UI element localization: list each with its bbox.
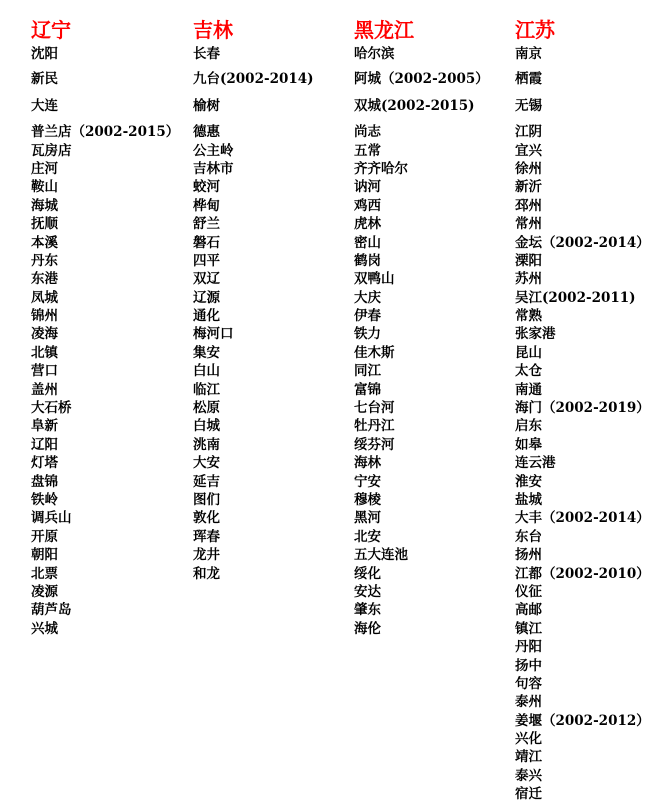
city-item: 北镇 bbox=[31, 344, 58, 361]
city-item: 张家港 bbox=[515, 326, 556, 343]
city-item: 丹阳 bbox=[515, 639, 542, 656]
city-item: 海林 bbox=[354, 455, 381, 472]
city-item: 五常 bbox=[354, 142, 381, 159]
city-item: 虎林 bbox=[354, 216, 381, 233]
city-item: 葫芦岛 bbox=[31, 602, 72, 619]
city-item: 南通 bbox=[515, 381, 542, 398]
city-item: 调兵山 bbox=[31, 510, 72, 527]
city-item: 邳州 bbox=[515, 197, 542, 214]
city-item: 常州 bbox=[515, 216, 542, 233]
city-item: 无锡 bbox=[515, 97, 542, 114]
city-item: 宁安 bbox=[354, 473, 381, 490]
city-item: 庄河 bbox=[31, 160, 58, 177]
city-item: 铁岭 bbox=[31, 491, 58, 508]
city-item: 泰兴 bbox=[515, 767, 542, 784]
city-item: 新民 bbox=[31, 71, 58, 88]
city-item: 阜新 bbox=[31, 418, 58, 435]
city-item: 丹东 bbox=[31, 252, 58, 269]
city-item: 龙井 bbox=[193, 547, 220, 564]
city-item: 新沂 bbox=[515, 179, 542, 196]
city-item: 江阴 bbox=[515, 124, 542, 141]
city-item: 吉林市 bbox=[193, 160, 234, 177]
city-item: 蛟河 bbox=[193, 179, 220, 196]
city-item: 扬州 bbox=[515, 547, 542, 564]
city-item: 白山 bbox=[193, 363, 220, 380]
city-item: 金坛（2002-2014） bbox=[515, 234, 650, 251]
city-item: 徐州 bbox=[515, 160, 542, 177]
city-item: 双辽 bbox=[193, 271, 220, 288]
city-item: 榆树 bbox=[193, 97, 220, 114]
city-item: 溧阳 bbox=[515, 252, 542, 269]
city-item: 图们 bbox=[193, 491, 220, 508]
city-item: 栖霞 bbox=[515, 71, 542, 88]
city-item: 安达 bbox=[354, 583, 381, 600]
city-item: 苏州 bbox=[515, 271, 542, 288]
column-jilin bbox=[193, 18, 314, 583]
city-item: 舒兰 bbox=[193, 216, 220, 233]
city-item: 铁力 bbox=[354, 326, 381, 343]
city-item: 开原 bbox=[31, 528, 58, 545]
city-item: 扬中 bbox=[515, 657, 542, 674]
city-item: 大石桥 bbox=[31, 400, 72, 417]
city-item: 盖州 bbox=[31, 381, 58, 398]
column-liaoning bbox=[31, 18, 179, 638]
city-item: 五大连池 bbox=[354, 547, 408, 564]
city-item: 镇江 bbox=[515, 620, 542, 637]
city-item: 阿城（2002-2005） bbox=[354, 71, 489, 88]
city-item: 黑河 bbox=[354, 510, 381, 527]
city-list bbox=[354, 45, 489, 638]
province-heading: 吉林 bbox=[193, 18, 233, 42]
city-item: 辽阳 bbox=[31, 436, 58, 453]
city-item: 双城(2002-2015) bbox=[354, 97, 475, 114]
city-item: 大连 bbox=[31, 97, 58, 114]
city-item: 绥芬河 bbox=[354, 436, 395, 453]
city-item: 仪征 bbox=[515, 583, 542, 600]
city-item: 北安 bbox=[354, 528, 381, 545]
city-item: 北票 bbox=[31, 565, 58, 582]
city-list bbox=[193, 45, 314, 583]
city-item: 九台(2002-2014) bbox=[193, 71, 314, 88]
column-heilongjiang bbox=[354, 18, 489, 638]
city-item: 伊春 bbox=[354, 308, 381, 325]
city-item: 通化 bbox=[193, 308, 220, 325]
city-item: 普兰店（2002-2015） bbox=[31, 124, 180, 141]
city-item: 辽源 bbox=[193, 289, 220, 306]
city-item: 珲春 bbox=[193, 528, 220, 545]
province-heading: 黑龙江 bbox=[354, 18, 414, 42]
city-item: 绥化 bbox=[354, 565, 381, 582]
city-item: 瓦房店 bbox=[31, 142, 72, 159]
city-item: 大安 bbox=[193, 455, 220, 472]
city-item: 肇东 bbox=[354, 602, 381, 619]
city-item: 海城 bbox=[31, 197, 58, 214]
column-jiangsu bbox=[515, 18, 650, 804]
city-item: 兴城 bbox=[31, 620, 58, 637]
city-item: 朝阳 bbox=[31, 547, 58, 564]
city-item: 鞍山 bbox=[31, 179, 58, 196]
city-item: 密山 bbox=[354, 234, 381, 251]
city-item: 讷河 bbox=[354, 179, 381, 196]
city-item: 抚顺 bbox=[31, 216, 58, 233]
city-item: 佳木斯 bbox=[354, 344, 395, 361]
city-item: 四平 bbox=[193, 252, 220, 269]
city-item: 哈尔滨 bbox=[354, 46, 395, 62]
city-item: 富锦 bbox=[354, 381, 381, 398]
city-item: 连云港 bbox=[515, 455, 556, 472]
city-item: 大丰（2002-2014） bbox=[515, 510, 650, 527]
city-item: 松原 bbox=[193, 400, 220, 417]
city-item: 集安 bbox=[193, 344, 220, 361]
city-item: 公主岭 bbox=[193, 142, 234, 159]
city-item: 常熟 bbox=[515, 308, 542, 325]
city-item: 营口 bbox=[31, 363, 58, 380]
city-item: 灯塔 bbox=[31, 455, 58, 472]
city-item: 凌海 bbox=[31, 326, 58, 343]
city-item: 句容 bbox=[515, 675, 542, 692]
city-item: 牡丹江 bbox=[354, 418, 395, 435]
city-item: 和龙 bbox=[193, 565, 220, 582]
city-item: 江都（2002-2010） bbox=[515, 565, 650, 582]
city-item: 延吉 bbox=[193, 473, 220, 490]
city-list bbox=[515, 45, 650, 804]
city-item: 大庆 bbox=[354, 289, 381, 306]
city-item: 锦州 bbox=[31, 308, 58, 325]
city-item: 高邮 bbox=[515, 602, 542, 619]
city-item: 磐石 bbox=[193, 234, 220, 251]
city-item: 靖江 bbox=[515, 749, 542, 766]
city-item: 如皋 bbox=[515, 436, 542, 453]
city-item: 敦化 bbox=[193, 510, 220, 527]
city-item: 昆山 bbox=[515, 344, 542, 361]
city-item: 齐齐哈尔 bbox=[354, 160, 408, 177]
city-item: 凌源 bbox=[31, 583, 58, 600]
city-item: 沈阳 bbox=[31, 46, 58, 62]
city-item: 海伦 bbox=[354, 620, 381, 637]
city-item: 南京 bbox=[515, 46, 542, 62]
city-item: 洮南 bbox=[193, 436, 220, 453]
city-item: 东港 bbox=[31, 271, 58, 288]
city-item: 白城 bbox=[193, 418, 220, 435]
province-heading: 辽宁 bbox=[31, 18, 71, 42]
city-item: 本溪 bbox=[31, 234, 58, 251]
city-item: 凤城 bbox=[31, 289, 58, 306]
city-item: 尚志 bbox=[354, 124, 381, 141]
city-item: 太仓 bbox=[515, 363, 542, 380]
city-item: 双鸭山 bbox=[354, 271, 395, 288]
city-item: 鸡西 bbox=[354, 197, 381, 214]
city-item: 宜兴 bbox=[515, 142, 542, 159]
city-item: 德惠 bbox=[193, 124, 220, 141]
city-item: 东台 bbox=[515, 528, 542, 545]
city-item: 同江 bbox=[354, 363, 381, 380]
city-item: 吴江(2002-2011) bbox=[515, 289, 636, 306]
city-item: 海门（2002-2019） bbox=[515, 400, 650, 417]
city-item: 姜堰（2002-2012） bbox=[515, 712, 650, 729]
city-item: 桦甸 bbox=[193, 197, 220, 214]
city-item: 兴化 bbox=[515, 731, 542, 748]
city-item: 启东 bbox=[515, 418, 542, 435]
city-item: 盐城 bbox=[515, 491, 542, 508]
city-list bbox=[31, 45, 179, 638]
city-item: 临江 bbox=[193, 381, 220, 398]
city-item: 宿迁 bbox=[515, 786, 542, 803]
city-item: 淮安 bbox=[515, 473, 542, 490]
city-item: 长春 bbox=[193, 46, 220, 62]
city-item: 梅河口 bbox=[193, 326, 234, 343]
province-heading: 江苏 bbox=[515, 18, 555, 42]
city-item: 泰州 bbox=[515, 694, 542, 711]
city-item: 盘锦 bbox=[31, 473, 58, 490]
city-item: 穆棱 bbox=[354, 491, 381, 508]
city-item: 鹤岗 bbox=[354, 252, 381, 269]
city-item: 七台河 bbox=[354, 400, 395, 417]
